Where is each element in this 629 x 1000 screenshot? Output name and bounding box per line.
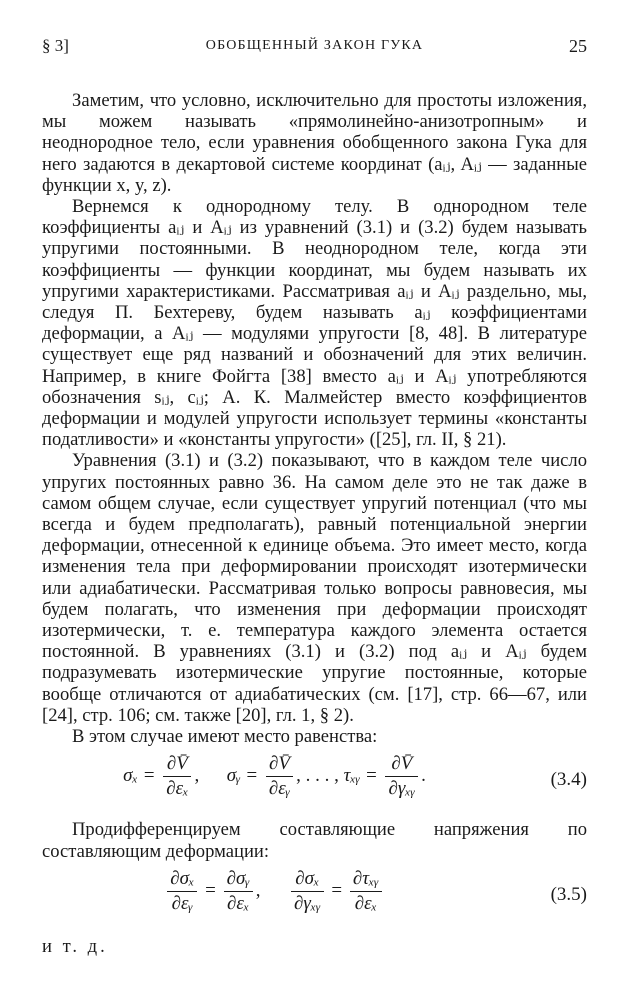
fraction-d [350,868,382,915]
equation-3-5-body [42,868,507,915]
equation-3-4-body [42,753,507,800]
fraction-denominator: ∂εᵧ [171,892,193,914]
fraction-sigma-y [266,753,293,800]
equals-sign: = [331,879,343,901]
running-head [42,36,587,62]
fraction-denominator: ∂εₓ [227,892,250,914]
paragraph-1: Заметим, что условно, исключительно для простоты изложения, мы можем называть «прямолинейно-анизотропным» и неоднородное тело, если уравнения обобщенного закона Гука для него задаются в декартовой системе координат (aᵢⱼ, Aᵢⱼ — заданные функции x, y, z). [42,90,587,196]
equals-sign: = [205,879,216,901]
tau-xy-label: τₓᵧ = [343,765,378,787]
equation-number: (3.5) [550,883,587,905]
fraction-numerator: ∂V̄ [163,753,191,777]
closing-text: и т. д. [42,935,108,957]
equation-period: . [421,765,426,787]
fraction-sigma-x [163,753,191,800]
fraction-denominator: ∂γₓᵧ [293,892,321,914]
paragraph-3: Уравнения (3.1) и (3.2) показывают, что в каждом теле число упругих постоянных равно 36. На самом деле это не так даже в самом общем случае, если существует упругий потенциал (что мы всегда и будем предполагать), равный потенциальной энергии деформации, отнесенной к единице объема. Это имеет место, когда изменения тела при деформировании происходят изотермически или адиабатически. Рассматривая только вопросы равновесия, мы будем полагать, что изменения при деформации происходят изотермически, т. е. температура каждого элемента остается постоянной. В уравнениях (3.1) и (3.2) под aᵢⱼ и Aᵢⱼ будем подразумевать изотермические упругие постоянные, которые вообще отличаются от адиабатических (см. [17], стр. 66—67, или [24], стр. 106; см. также [20], гл. 1, § 2). [42,450,587,726]
equation-separator: , [255,879,261,901]
fraction-a [167,868,197,915]
equation-number: (3.4) [550,769,587,791]
sigma-y-label: σᵧ = [226,765,259,787]
section-reference: § 3] [42,36,69,55]
paragraph-2: Вернемся к однородному телу. В однородном теле коэффициенты aᵢⱼ и Aᵢⱼ из уравнений (3.1) и (3.2) будем называть упругими постоянными. В неоднородном теле, когда эти коэффициенты — функции координат, мы будем называть их упругими характеристиками. Рассматривая aᵢⱼ и Aᵢⱼ раздельно, мы, следуя П. Бехтереву, будем называть aᵢⱼ коэффициентами деформации, а Aᵢⱼ — модулями упругости [8, 48]. В литературе существует еще ряд названий и обозначений для этих величин. Например, в книге Фойгта [38] вместо aᵢⱼ и Aᵢⱼ употребляются обозначения sᵢⱼ, cᵢⱼ; А. К. Малмейстер вместо коэффициентов деформации и модулей упругости использует термины «константы податливости» и «константы упругости» ([25], гл. II, § 21). [42,196,587,451]
paragraph-4: В этом случае имеют место равенства: [72,726,378,748]
fraction-denominator: ∂εₓ [166,778,189,800]
body-text [42,90,587,958]
equation-ellipsis: , . . . , [296,765,339,787]
fraction-numerator: ∂V̄ [385,753,418,777]
fraction-numerator: ∂σₓ [167,868,197,892]
equation-3-4 [42,747,587,819]
fraction-b [224,868,253,915]
fraction-denominator: ∂γₓᵧ [388,778,416,800]
equation-3-5 [42,862,587,932]
fraction-numerator: ∂V̄ [266,753,293,777]
fraction-numerator: ∂σₓ [291,868,324,892]
page-number: 25 [569,36,587,56]
fraction-tau-xy [385,753,418,800]
fraction-c [291,868,324,915]
paragraph-5: Продифференцируем составляющие напряжения по составляющим деформации: [42,819,587,862]
sigma-x-label: σₓ = [123,765,156,787]
fraction-numerator: ∂σᵧ [224,868,253,892]
fraction-numerator: ∂τₓᵧ [350,868,382,892]
fraction-denominator: ∂εₓ [354,892,377,914]
chapter-title: ОБОБЩЕННЫЙ ЗАКОН ГУКА [205,38,424,53]
fraction-denominator: ∂εᵧ [268,778,291,800]
equation-separator: , [194,765,200,787]
